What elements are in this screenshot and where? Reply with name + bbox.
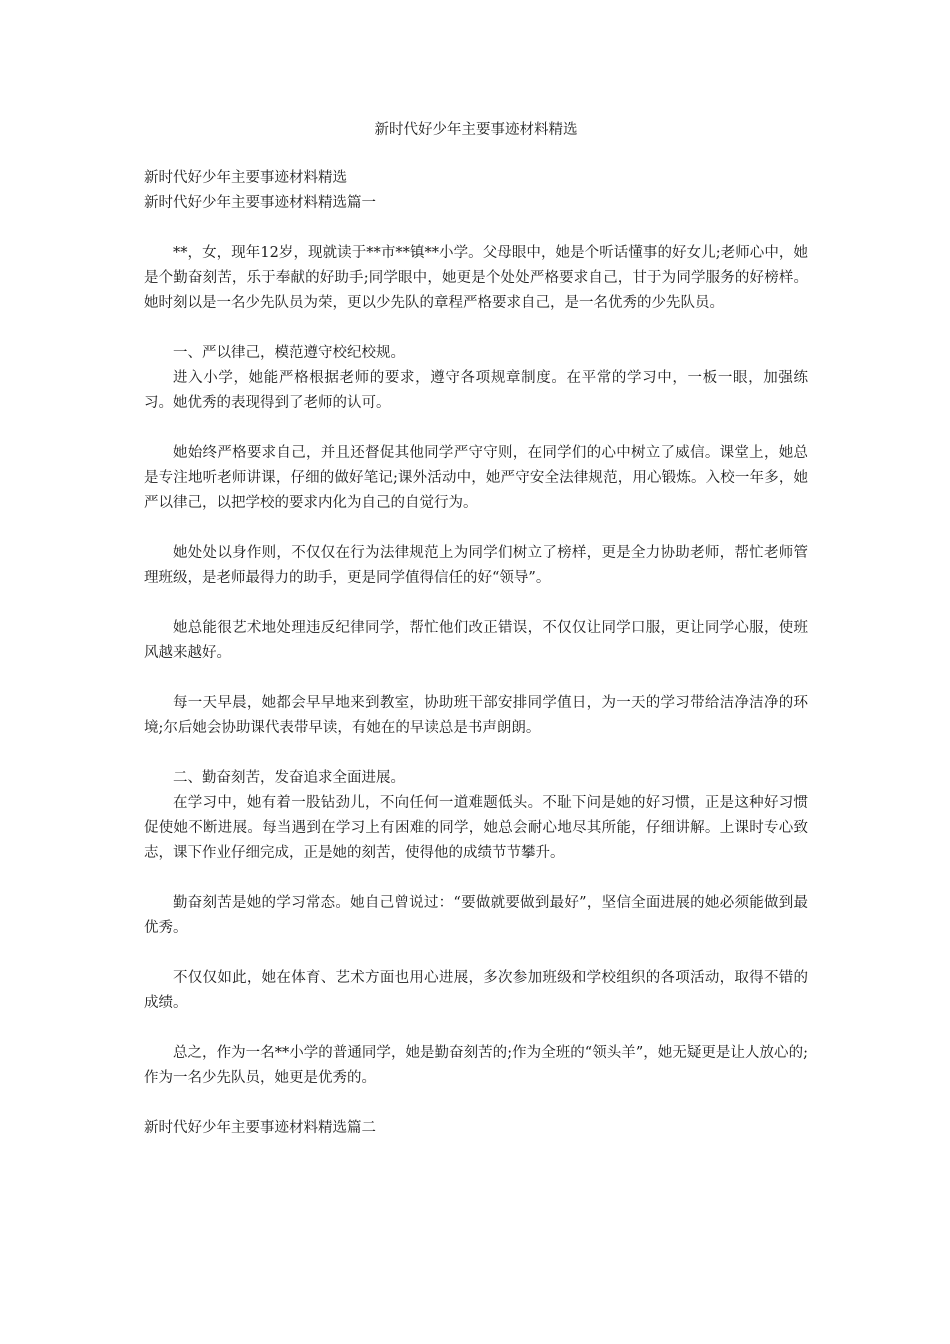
paragraph: 勤奋刻苦是她的学习常态。她自己曾说过：“要做就要做到最好”，坚信全面进展的她必须能做到最优秀。	[144, 895, 808, 936]
paragraph: 她总能很艺术地处理违反纪律同学，帮忙他们改正错误，不仅仅让同学口服，更让同学心服，使班风越来越好。	[144, 620, 808, 661]
paragraph: 进入小学，她能严格根据老师的要求，遵守各项规章制度。在平常的学习中，一板一眼，加强练习。她优秀的表现得到了老师的认可。	[144, 370, 808, 411]
spacer	[144, 216, 808, 241]
part-two-heading: 新时代好少年主要事迹材料精选篇二	[144, 1120, 376, 1136]
document-page	[144, 118, 808, 1141]
paragraph: 她处处以身作则，不仅仅在行为法律规范上为同学们树立了榜样，更是全力协助老师，帮忙老师管理班级，是老师最得力的助手，更是同学值得信任的好“领导”。	[144, 545, 808, 586]
paragraph: 每一天早晨，她都会早早地来到教室，协助班干部安排同学值日，为一天的学习带给洁净洁净的环境;尔后她会协助课代表带早读，有她在的早读总是书声朗朗。	[144, 695, 808, 736]
section-one-heading: 一、严以律己，模范遵守校纪校规。	[173, 345, 405, 361]
spacer	[144, 591, 808, 616]
spacer	[144, 741, 808, 766]
spacer	[144, 1091, 808, 1116]
conclusion-paragraph: 总之，作为一名**小学的普通同学，她是勤奋刻苦的;作为全班的“领头羊”，她无疑更是让人放心的;作为一名少先队员，她更是优秀的。	[144, 1045, 808, 1086]
paragraph: 她始终严格要求自己，并且还督促其他同学严守守则，在同学们的心中树立了威信。课堂上，她总是专注地听老师讲课，仔细的做好笔记;课外活动中，她严守安全法律规范，用心锻炼。入校一年多，她严以律己，以把学校的要求内化为自己的自觉行为。	[144, 445, 808, 511]
paragraph: 在学习中，她有着一股钻劲儿，不向任何一道难题低头。不耻下问是她的好习惯，正是这种好习惯促使她不断进展。每当遇到在学习上有困难的同学，她总会耐心地尽其所能，仔细讲解。上课时专心致志，课下作业仔细完成，正是她的刻苦，使得他的成绩节节攀升。	[144, 795, 808, 861]
document-subtitle: 新时代好少年主要事迹材料精选	[144, 170, 347, 186]
spacer	[144, 866, 808, 891]
spacer	[144, 416, 808, 441]
spacer	[144, 666, 808, 691]
paragraph: 不仅仅如此，她在体育、艺术方面也用心进展，多次参加班级和学校组织的各项活动，取得不错的成绩。	[144, 970, 808, 1011]
section-two-heading: 二、勤奋刻苦，发奋追求全面进展。	[173, 770, 405, 786]
spacer	[144, 1016, 808, 1041]
part-one-heading: 新时代好少年主要事迹材料精选篇一	[144, 195, 376, 211]
spacer	[144, 941, 808, 966]
spacer	[144, 516, 808, 541]
intro-paragraph: **，女，现年12岁，现就读于**市**镇**小学。父母眼中，她是个听话懂事的好女儿;老师心中，她是个勤奋刻苦，乐于奉献的好助手;同学眼中，她更是个处处严格要求自己，甘于为同学服务的好榜样。她时刻以是一名少先队员为荣，更以少先队的章程严格要求自己，是一名优秀的少先队员。	[144, 245, 808, 311]
document-title: 新时代好少年主要事迹材料精选	[374, 122, 578, 138]
spacer	[144, 316, 808, 341]
